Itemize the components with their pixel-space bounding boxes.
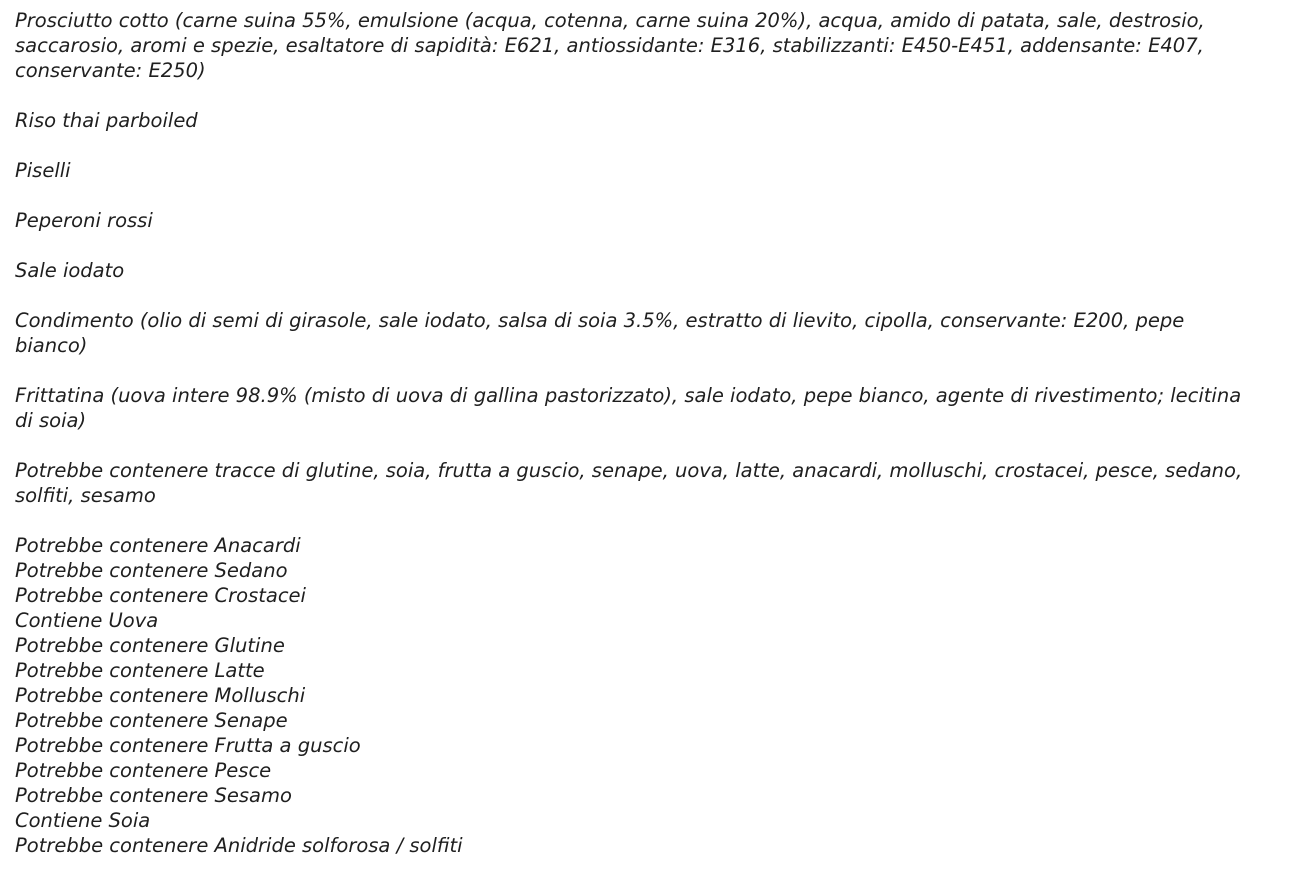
allergen-item: Potrebbe contenere Anacardi: [15, 534, 301, 557]
ingredient-frittatina: Frittatina (uova intere 98.9% (misto di uova di gallina pastorizzato), sale iodato, pepe bianco, agente di rivestimento; lecitina di soia): [15, 384, 1242, 432]
allergen-item: Contiene Soia: [15, 809, 151, 832]
allergen-item: Potrebbe contenere Sedano: [15, 559, 288, 582]
ingredient-peperoni: Peperoni rossi: [15, 209, 153, 232]
allergen-item: Potrebbe contenere Molluschi: [15, 684, 306, 707]
allergen-item: Potrebbe contenere Sesamo: [15, 784, 292, 807]
allergen-item: Contiene Uova: [15, 609, 159, 632]
allergen-item: Potrebbe contenere Anidride solforosa / solfiti: [15, 834, 463, 857]
allergen-item: Potrebbe contenere Glutine: [15, 634, 285, 657]
allergen-item: Potrebbe contenere Pesce: [15, 759, 272, 782]
allergen-item: Potrebbe contenere Senape: [15, 709, 288, 732]
allergen-item: Potrebbe contenere Crostacei: [15, 584, 306, 607]
ingredient-riso: Riso thai parboiled: [15, 109, 198, 132]
allergen-item: Potrebbe contenere Frutta a guscio: [15, 734, 361, 757]
ingredient-condimento: Condimento (olio di semi di girasole, sale iodato, salsa di soia 3.5%, estratto di lievito, cipolla, conservante: E200, pepe bianco): [15, 309, 1185, 357]
traces-statement: Potrebbe contenere tracce di glutine, soia, frutta a guscio, senape, uova, latte, anacardi, molluschi, crostacei, pesce, sedano, solfiti, sesamo: [15, 459, 1243, 507]
ingredient-sale: Sale iodato: [15, 259, 125, 282]
allergen-item: Potrebbe contenere Latte: [15, 659, 265, 682]
ingredient-prosciutto-cotto: Prosciutto cotto (carne suina 55%, emulsione (acqua, cotenna, carne suina 20%), acqua, amido di patata, sale, destrosio, saccarosio, aromi e spezie, esaltatore di sapidità: E621, antiossidante: E316, stabilizzanti: E450-E451, addensante: E407, conservante: E250): [15, 9, 1205, 82]
ingredient-piselli: Piselli: [15, 159, 71, 182]
allergen-list: [15, 533, 1275, 858]
